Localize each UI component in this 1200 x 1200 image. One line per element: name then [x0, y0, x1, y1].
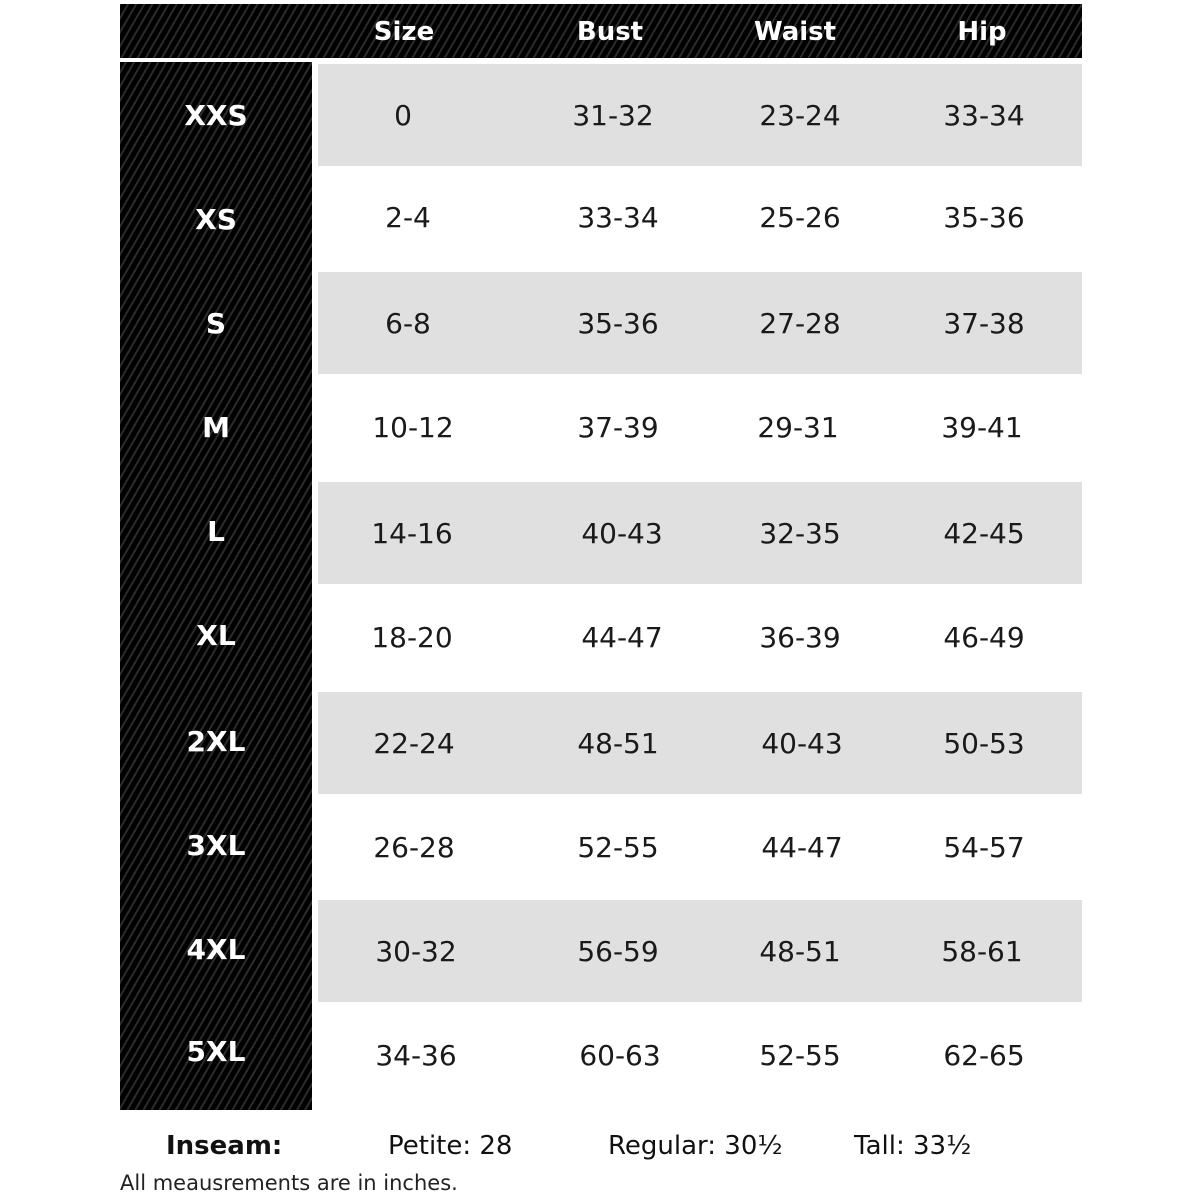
table-row	[318, 166, 1082, 268]
table-row	[318, 692, 1082, 794]
cell-bust: 31-32	[572, 99, 654, 132]
cell-size: 2-4	[385, 201, 431, 234]
row-label-m: M	[202, 411, 230, 444]
cell-hip: 42-45	[943, 517, 1025, 550]
row-label-xxs: XXS	[184, 99, 248, 132]
header-size: Size	[373, 17, 435, 47]
row-label-xl: XL	[196, 619, 236, 652]
cell-waist: 36-39	[759, 621, 841, 654]
cell-size: 10-12	[372, 411, 454, 444]
cell-bust: 52-55	[577, 831, 659, 864]
header-bust: Bust	[576, 17, 644, 47]
cell-bust: 35-36	[577, 307, 659, 340]
header-waist: Waist	[753, 17, 837, 47]
inseam-regular: Regular: 30½	[608, 1131, 783, 1161]
cell-size: 34-36	[375, 1039, 457, 1072]
cell-size: 14-16	[371, 517, 453, 550]
cell-hip: 33-34	[943, 99, 1025, 132]
cell-bust: 44-47	[581, 621, 663, 654]
cell-waist: 48-51	[759, 935, 841, 968]
cell-size: 30-32	[375, 935, 457, 968]
cell-size: 22-24	[373, 727, 455, 760]
cell-bust: 33-34	[577, 201, 659, 234]
cell-hip: 62-65	[943, 1039, 1025, 1072]
table-row	[318, 1004, 1082, 1106]
row-label-2xl: 2XL	[186, 725, 246, 758]
row-label-xs: XS	[195, 203, 237, 236]
cell-bust: 40-43	[581, 517, 663, 550]
table-row	[318, 64, 1082, 166]
table-row	[318, 586, 1082, 688]
cell-waist: 25-26	[759, 201, 841, 234]
table-row	[318, 796, 1082, 898]
cell-hip: 39-41	[941, 411, 1023, 444]
cell-waist: 29-31	[757, 411, 839, 444]
cell-waist: 27-28	[759, 307, 841, 340]
cell-size: 6-8	[385, 307, 431, 340]
cell-size: 26-28	[373, 831, 455, 864]
size-label-column	[120, 62, 312, 1110]
inseam-tall: Tall: 33½	[854, 1131, 972, 1161]
row-label-l: L	[207, 515, 225, 548]
cell-hip: 37-38	[943, 307, 1025, 340]
measurement-note: All meausrements are in inches.	[120, 1171, 458, 1195]
cell-hip: 58-61	[941, 935, 1023, 968]
inseam-petite: Petite: 28	[388, 1131, 513, 1161]
cell-bust: 37-39	[577, 411, 659, 444]
row-label-5xl: 5XL	[186, 1035, 246, 1068]
cell-waist: 44-47	[761, 831, 843, 864]
header-hip: Hip	[957, 17, 1007, 47]
cell-hip: 50-53	[943, 727, 1025, 760]
cell-bust: 48-51	[577, 727, 659, 760]
cell-size: 18-20	[371, 621, 453, 654]
cell-hip: 46-49	[943, 621, 1025, 654]
row-label-s: S	[205, 307, 227, 340]
cell-hip: 35-36	[943, 201, 1025, 234]
cell-waist: 40-43	[761, 727, 843, 760]
table-row	[318, 376, 1082, 478]
cell-bust: 60-63	[579, 1039, 661, 1072]
size-chart-header	[120, 4, 1082, 58]
cell-waist: 23-24	[759, 99, 841, 132]
inseam-label: Inseam:	[166, 1131, 283, 1161]
table-row	[318, 272, 1082, 374]
table-row	[318, 900, 1082, 1002]
cell-waist: 52-55	[759, 1039, 841, 1072]
cell-bust: 56-59	[577, 935, 659, 968]
row-label-3xl: 3XL	[186, 829, 246, 862]
row-label-4xl: 4XL	[186, 933, 246, 966]
cell-waist: 32-35	[759, 517, 841, 550]
cell-hip: 54-57	[943, 831, 1025, 864]
cell-size: 0	[394, 99, 412, 132]
table-row	[318, 482, 1082, 584]
